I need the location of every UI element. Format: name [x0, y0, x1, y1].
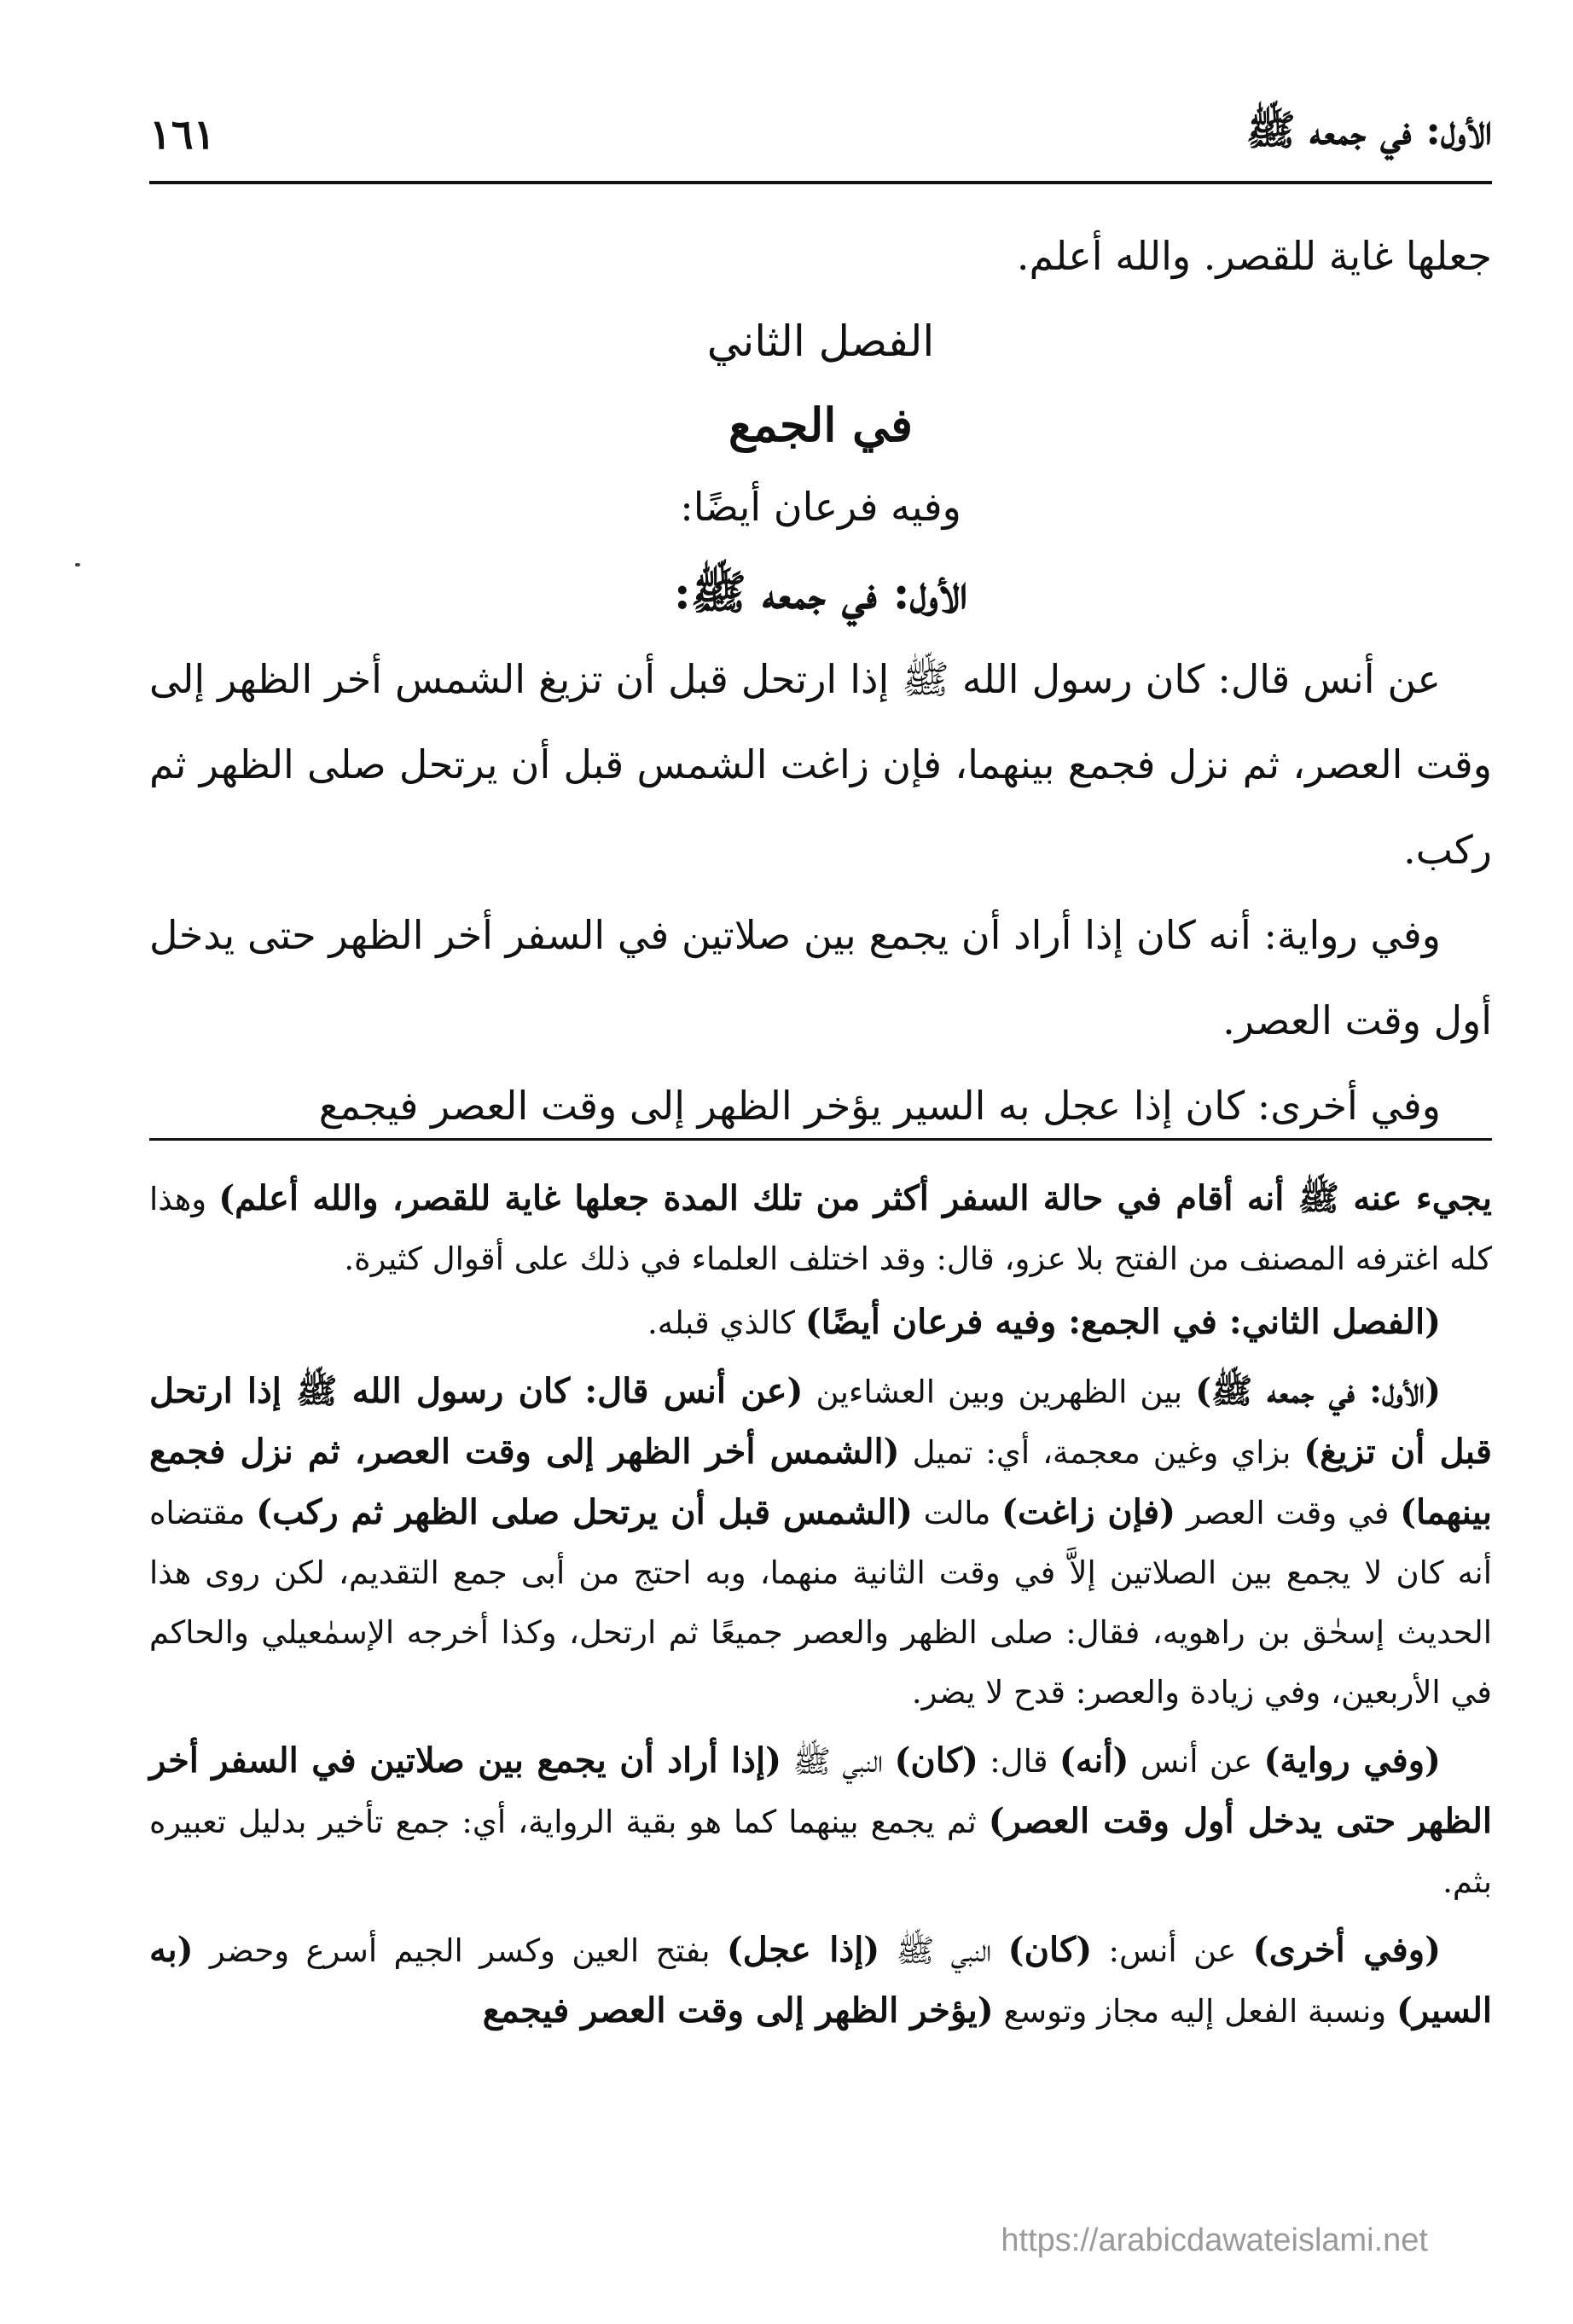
header-divider	[149, 181, 1492, 184]
commentary-explanation: وهذا كله اغترفه المصنف من الفتح بلا عزو، قال: وقد اختلف العلماء في ذلك على أقوال كثيرة.	[149, 1181, 1492, 1277]
chapter-intro: وفيه فرعان أيضًا:	[680, 484, 961, 530]
commentary-quote: (الشمس أخر الظهر إلى وقت العصر، ثم نزل فجمع بينهما)	[149, 1432, 1493, 1532]
commentary-paragraph-1	[149, 1169, 1492, 1289]
scan-speck	[75, 563, 80, 566]
commentary-quote: (وفي أخرى)	[1252, 1930, 1441, 1970]
commentary-paragraph-2	[149, 1293, 1492, 1353]
commentary-paragraph-3	[149, 1362, 1492, 1723]
commentary-explanation: مالت	[923, 1495, 991, 1531]
commentary-paragraph-5	[149, 1920, 1492, 2042]
commentary-quote: (كان)	[894, 1740, 978, 1781]
closing-line: جعلها غاية للقصر. والله أعلم.	[1016, 233, 1492, 279]
commentary-explanation: قال:	[990, 1743, 1048, 1780]
commentary-quote: يجيء عنه ﷺ أنه أقام في حالة السفر أكثر من تلك المدة جعلها غاية للقصر، والله أعلم)	[218, 1178, 1492, 1218]
running-title: الأول: في جمعه ﷺ	[1245, 106, 1492, 154]
commentary-divider	[149, 1138, 1492, 1141]
hadith-paragraph-1: عن أنس قال: كان رسول الله ﷺ إذا ارتحل قبل أن تزيغ الشمس أخر الظهر إلى وقت العصر، ثم نزل فجمع بينهما، فإن زاغت الشمس قبل أن يرتحل صلى الظهر ثم ركب.	[149, 656, 1492, 873]
commentary-explanation: بفتح العين وكسر الجيم أسرع وحضر	[209, 1932, 711, 1969]
page-number: ١٦١	[149, 111, 216, 159]
commentary-quote: (الفصل الثاني: في الجمع: وفيه فرعان أيضًا)	[804, 1302, 1441, 1342]
commentary-quote: (كان)	[1007, 1930, 1093, 1970]
main-text	[149, 213, 1492, 1148]
running-header	[149, 101, 1492, 169]
commentary-quote: (الشمس قبل أن يرتحل صلى الظهر ثم ركب)	[256, 1492, 913, 1532]
source-watermark: https://arabicdawateislami.net	[1001, 2222, 1428, 2258]
commentary-explanation: النبي ﷺ	[792, 1743, 884, 1780]
commentary-explanation: مقتضاه أنه كان لا يجمع بين الصلاتين إلاَّ في وقت الثانية منهما، وبه احتج من أبى جمع التقديم، لكن روى هذا الحديث إسحٰق بن راهويه، فقال: صلى الظهر والعصر جميعًا ثم ارتحل، وكذا أخرجه الإسمٰعيلي والحاكم في الأربعين، وفي زيادة والعصر: قدح لا يضر.	[149, 1495, 1493, 1711]
commentary-quote: (عن أنس قال: كان رسول الله ﷺ إذا ارتحل قبل أن تزيغ)	[149, 1371, 1493, 1472]
commentary-explanation: ونسبة الفعل إليه مجاز وتوسع	[1003, 1993, 1387, 2030]
commentary-explanation: كالذي قبله.	[647, 1304, 796, 1341]
section-heading: الأول: في جمعه ﷺ:	[673, 565, 968, 619]
commentary-explanation: ثم يجمع بينهما كما هو بقية الرواية، أي: جمع تأخير بدليل تعبيره بثم.	[149, 1804, 1492, 1900]
chapter-title: الفصل الثاني	[706, 317, 935, 366]
chapter-subtitle: في الجمع	[728, 398, 913, 452]
commentary-quote: (به السير)	[149, 1930, 1492, 2031]
commentary-quote: (إذا أراد أن يجمع بين صلاتين في السفر أخر الظهر حتى يدخل أول وقت العصر)	[149, 1740, 1492, 1841]
commentary-quote: (يؤخر الظهر إلى وقت العصر فيجمع	[482, 1990, 994, 2031]
commentary-quote: (فإن زاغت)	[1001, 1492, 1176, 1532]
commentary-quote: (الأول: في جمعه ﷺ)	[1195, 1371, 1442, 1411]
commentary-quote: (إذا عجل)	[726, 1930, 880, 1970]
book-page	[149, 0, 1492, 2324]
commentary-explanation: بزاي وغين معجمة، أي: تميل	[912, 1434, 1291, 1471]
commentary-explanation: في وقت العصر	[1186, 1495, 1390, 1531]
commentary-text	[149, 1169, 1492, 2050]
commentary-explanation: بين الظهرين وبين العشاءين	[816, 1374, 1183, 1410]
commentary-explanation: النبي ﷺ	[896, 1932, 992, 1969]
commentary-paragraph-4	[149, 1731, 1492, 1912]
commentary-quote: (وفي رواية)	[1263, 1740, 1441, 1781]
commentary-explanation: عن أنس	[1140, 1743, 1253, 1780]
hadith-paragraph-3: وفي أخرى: كان إذا عجل به السير يؤخر الظهر إلى وقت العصر فيجمع	[318, 1083, 1441, 1129]
hadith-paragraph-2: وفي رواية: أنه كان إذا أراد أن يجمع بين صلاتين في السفر أخر الظهر حتى يدخل أول وقت العصر.	[149, 912, 1492, 1043]
commentary-explanation: عن أنس:	[1108, 1932, 1237, 1969]
commentary-quote: (أنه)	[1059, 1740, 1129, 1781]
